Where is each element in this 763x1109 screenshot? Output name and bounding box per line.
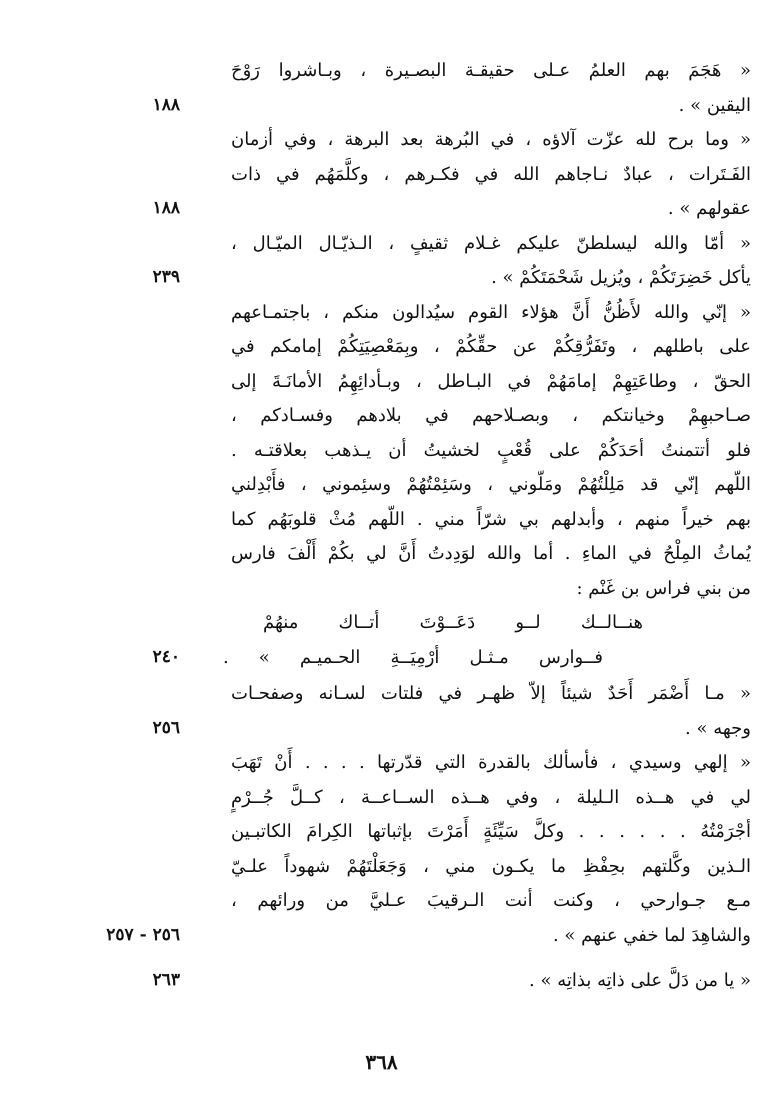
text-line [0, 570, 763, 607]
line-text: عقولهم » . [667, 198, 751, 219]
page-reference: ٢٦٣ [152, 970, 180, 990]
text-line [0, 225, 763, 262]
page-reference: ١٨٨ [152, 95, 180, 115]
text-line [0, 535, 763, 572]
text-line [0, 156, 763, 193]
line-text: من بني فراس بن غَنْم : [576, 578, 751, 599]
text-line [0, 675, 763, 712]
text-line [0, 744, 763, 781]
page-reference: ٢٤٠ [152, 647, 180, 667]
line-text: الـذين وكَّلتهم بحِفْظِ ما يكـون مني ، وَجَعَلْتَهُمْ شهوداً علـيّ [231, 856, 751, 877]
line-text: « مـا أَضْمَر أَحَدٌ شيئاً إلاّ ظهـر في فلتات لسـانه وصفحـات [231, 683, 751, 704]
line-text: الفَـتَرات ، عبادٌ نـاجاهم الله في فكـرهم ، وكلَّمَهُم في ذات [231, 164, 751, 185]
text-line [0, 363, 763, 400]
text-line [0, 466, 763, 503]
text-line [0, 397, 763, 434]
verse-text: فــوارس مـثـل أرْمِيَــةِ الحـميـم » . [223, 647, 603, 668]
line-text: والشاهِدَ لما خفي عنهم » . [552, 925, 751, 946]
text-line [0, 121, 763, 158]
text-line [0, 87, 763, 124]
text-line [0, 917, 763, 954]
page-reference: ٢٣٩ [152, 267, 180, 287]
line-text: يأكل خَضِرَتَكُمْ ، ويُزيل شَحْمَتَكُمْ » . [491, 267, 751, 288]
line-text: الحقّ ، وطاعَتِهِمْ إمامَهُمْ في البـاطل ، وبـأدائِهِمُ الأمانَـةَ إلى [231, 371, 751, 392]
text-line [0, 328, 763, 365]
text-line [0, 294, 763, 331]
line-text: بهم خيراً منهم ، وأبدلهم بي شرّاً مني . اللّهم مُثْ قلوبَهُم كما [231, 509, 751, 530]
line-text: فلو أتتمنتُ أحَدَكُمْ على قُعْبٍ لخشيتُ أن يـذهب بعلاقتـه . [231, 440, 751, 461]
verse-line [0, 604, 763, 641]
page-reference: ٢٥٦ - ٢٥٧ [106, 925, 180, 945]
line-text: على باطلهم ، وتَفَرُّقِكُمْ عن حقِّكُمْ ، وبِمَعْصِيَتِكُمْ إمامكم في [231, 336, 751, 357]
text-line [0, 779, 763, 816]
page-reference: ١٨٨ [152, 198, 180, 218]
line-text: « يا من دَلَّ على ذاتِه بذاتِه » . [529, 970, 751, 991]
text-line [0, 962, 763, 999]
text-line [0, 710, 763, 747]
text-line [0, 432, 763, 469]
line-text: أجْرَمْتُهُ . . . . . . وكلَّ سَيِّئَةٍ أَمَرْتَ بإثباتها الكِرامَ الكاتبـين [231, 821, 751, 842]
verse-text: هنــالــك لــو دَعَــوْتَ أتــاك منهُمْ [263, 612, 643, 633]
text-line [0, 882, 763, 919]
line-text: « هَجَمَ بهم العلمُ عـلى حقيقـة البصـيرة ، وبـاشروا رَوْحَ [231, 60, 751, 81]
page-reference: ٢٥٦ [152, 718, 180, 738]
text-line [0, 52, 763, 89]
text-line [0, 813, 763, 850]
line-text: « إنّي والله لأَظُنُّ أَنَّ هؤلاء القوم سيُدالون منكم ، باجتمـاعهم [231, 302, 751, 323]
line-text: اليقين » . [678, 95, 751, 116]
line-text: صـاحبهِمْ وخيانتكم ، وبصـلاحهم في بلادهم وفسـادكم ، [231, 405, 751, 426]
verse-line [0, 639, 763, 676]
text-line [0, 259, 763, 296]
line-text: اللّهم إنّي قد مَلِلْتُهُمْ ومَلّوني ، وسَئِمْتُهُمْ وسئِموني ، فأَبْدِلني [231, 474, 751, 495]
line-text: « أمّا والله ليسلطنّ عليكم غـلام ثقيفٍ ، الـذيّـال الميّـال ، [231, 233, 751, 254]
page-number: ٣٦٨ [365, 1050, 398, 1074]
line-text: « وما برح لله عزّت آلاؤه ، في البُرهة بعد البرهة ، وفي أزمان [231, 129, 751, 150]
line-text: وجهه » . [685, 718, 751, 739]
line-text: « إلهي وسيدي ، فأسألك بالقدرة التي قدّرتها . . . . أَنْ تَهَبَ [231, 752, 751, 773]
line-text: مـع جـوارحي ، وكنت أنت الـرقيبَ عـليَّ من ورائهم ، [231, 890, 751, 911]
text-line [0, 501, 763, 538]
text-line [0, 190, 763, 227]
line-text: لي في هــذه الـليلة ، وفي هــذه الســاعــة ، كــلَّ جُــرْمٍ [231, 787, 751, 808]
line-text: يُماثُ المِلْحُ في الماءِ . أما والله لوَدِدتُ أَنَّ لي بكُمْ أَلْفَ فارس [231, 543, 751, 564]
text-line [0, 848, 763, 885]
